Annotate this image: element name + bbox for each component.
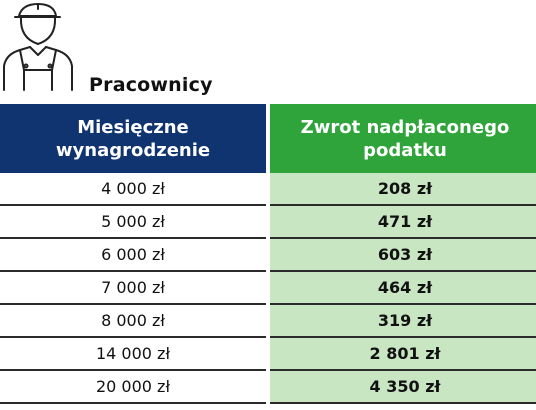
refund-table	[0, 104, 536, 404]
refund-cell: 4 350 zł	[268, 370, 536, 403]
salary-cell: 5 000 zł	[0, 205, 268, 238]
salary-cell: 14 000 zł	[0, 337, 268, 370]
salary-cell: 7 000 zł	[0, 271, 268, 304]
refund-cell: 464 zł	[268, 271, 536, 304]
refund-cell: 471 zł	[268, 205, 536, 238]
refund-cell: 319 zł	[268, 304, 536, 337]
group-title: Pracownicy	[89, 74, 213, 96]
table-row	[0, 271, 536, 304]
table-row	[0, 173, 536, 205]
table-header-row	[0, 104, 536, 173]
table-row	[0, 337, 536, 370]
refund-cell: 603 zł	[268, 238, 536, 271]
table-row	[0, 205, 536, 238]
salary-cell: 20 000 zł	[0, 370, 268, 403]
refund-cell: 208 zł	[268, 173, 536, 205]
table-row	[0, 304, 536, 337]
table-row	[0, 238, 536, 271]
salary-cell: 8 000 zł	[0, 304, 268, 337]
salary-cell: 6 000 zł	[0, 238, 268, 271]
salary-cell: 4 000 zł	[0, 173, 268, 205]
table-row	[0, 370, 536, 403]
refund-cell: 2 801 zł	[268, 337, 536, 370]
worker-icon	[0, 0, 80, 96]
column-header-salary: Miesięczne wynagrodzenie	[0, 104, 268, 173]
column-header-refund: Zwrot nadpłaconego podatku	[268, 104, 536, 173]
